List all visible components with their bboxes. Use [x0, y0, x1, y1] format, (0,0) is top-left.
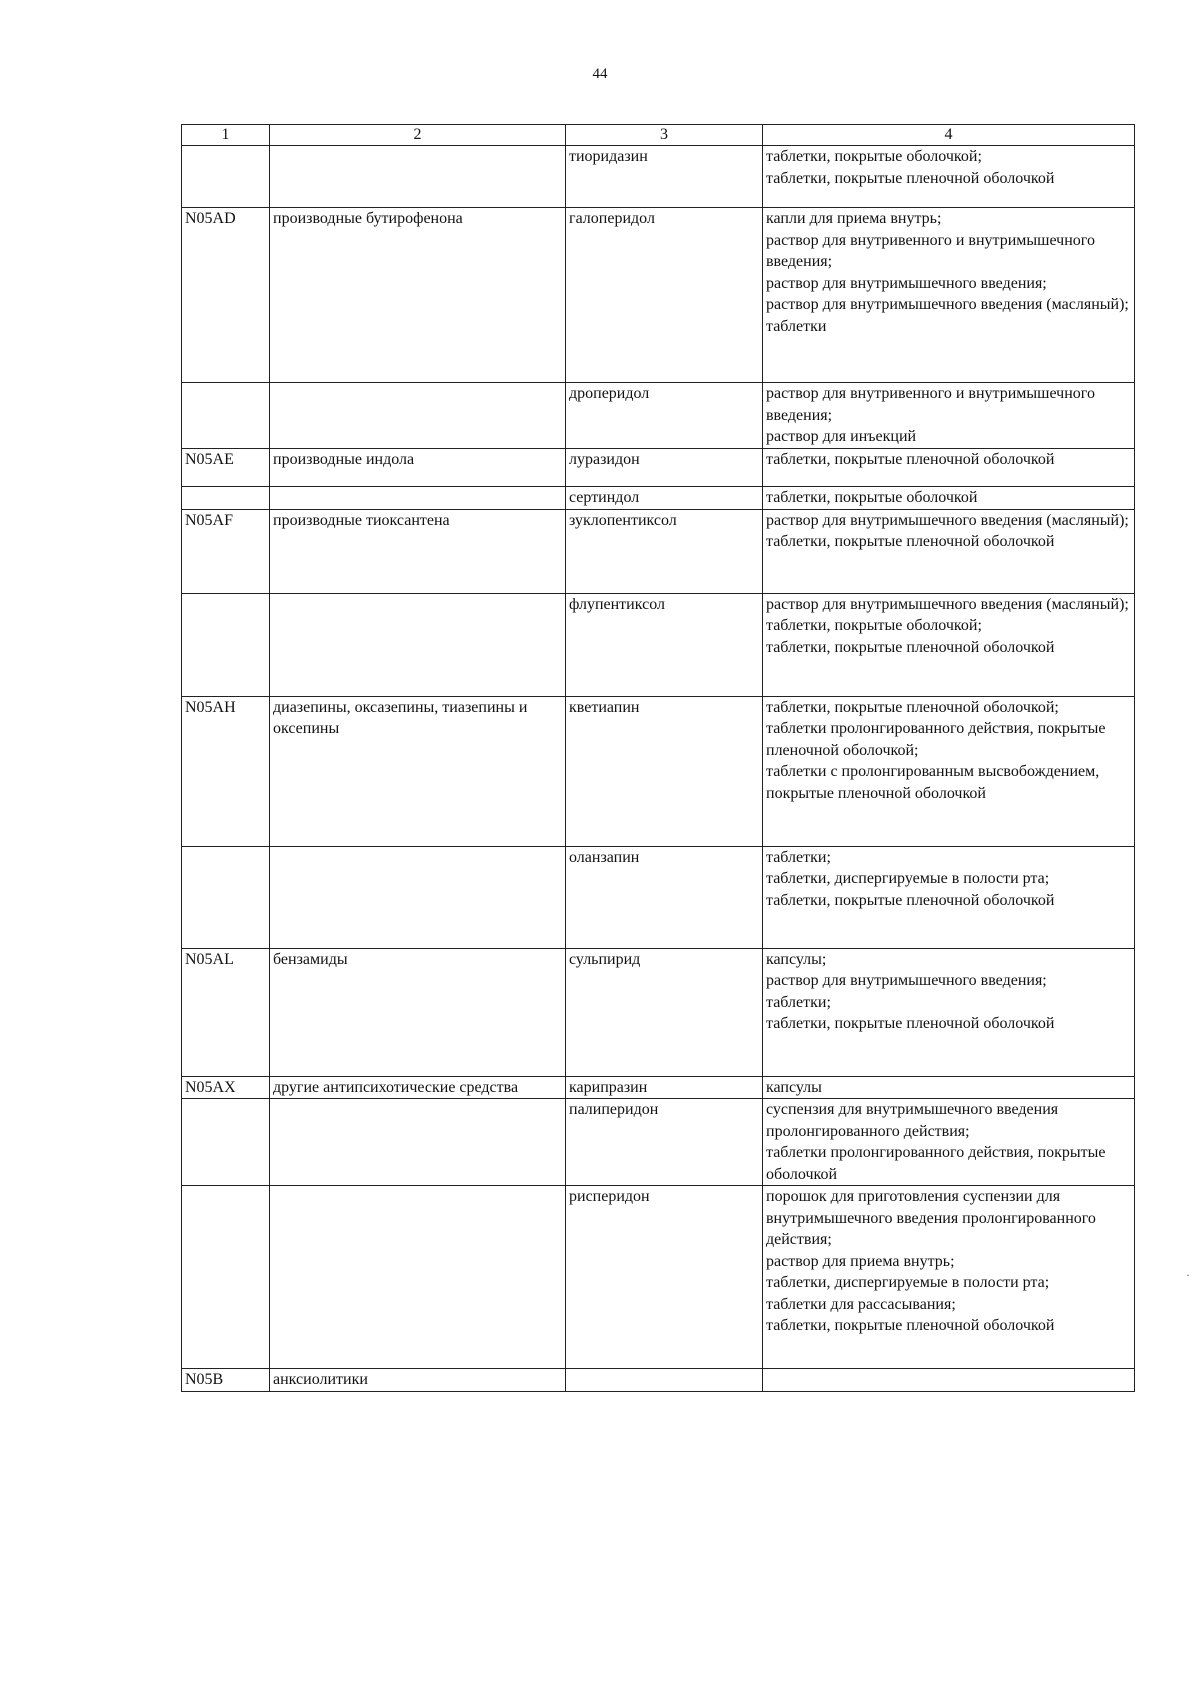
group-name-cell: другие антипсихотические средства	[270, 1076, 566, 1099]
group-name-cell: анксиолитики	[270, 1369, 566, 1392]
atc-code-cell	[182, 146, 270, 208]
dosage-forms-cell: таблетки, покрытые оболочкой; таблетки, покрытые пленочной оболочкой	[763, 146, 1135, 208]
table-row	[182, 208, 1135, 383]
drug-name-cell: зуклопентиксол	[566, 509, 763, 593]
group-name-cell	[270, 1186, 566, 1369]
dosage-forms-cell: порошок для приготовления суспензии для внутримышечного введения пролонгированного действия; раствор для приема внутрь; таблетки, диспергируемые в полости рта; таблетки для рассасывания; таблетки, покрытые пленочной оболочкой	[763, 1186, 1135, 1369]
group-name-cell: производные бутирофенона	[270, 208, 566, 383]
table-row	[182, 948, 1135, 1076]
drug-name-cell: сертиндол	[566, 487, 763, 510]
page-number: 44	[592, 66, 608, 82]
dosage-forms-cell: таблетки; таблетки, диспергируемые в полости рта; таблетки, покрытые пленочной оболочкой	[763, 846, 1135, 948]
table-row	[182, 449, 1135, 487]
atc-code-cell	[182, 1099, 270, 1186]
table-row	[182, 1186, 1135, 1369]
dosage-forms-cell	[763, 1369, 1135, 1392]
atc-code-cell	[182, 1186, 270, 1369]
drug-name-cell: рисперидон	[566, 1186, 763, 1369]
drug-name-cell: оланзапин	[566, 846, 763, 948]
table-row	[182, 1369, 1135, 1392]
table-row	[182, 146, 1135, 208]
dosage-forms-cell: капсулы	[763, 1076, 1135, 1099]
drug-name-cell: луразидон	[566, 449, 763, 487]
group-name-cell	[270, 146, 566, 208]
table-row	[182, 383, 1135, 449]
atc-code-cell: N05AE	[182, 449, 270, 487]
drug-name-cell	[566, 1369, 763, 1392]
header-col-2: 2	[270, 125, 566, 146]
dosage-forms-cell: таблетки, покрытые оболочкой	[763, 487, 1135, 510]
group-name-cell: производные индола	[270, 449, 566, 487]
header-col-3: 3	[566, 125, 763, 146]
atc-code-cell: N05AL	[182, 948, 270, 1076]
medication-table	[181, 124, 1135, 1392]
group-name-cell: производные тиоксантена	[270, 509, 566, 593]
atc-code-cell	[182, 383, 270, 449]
dosage-forms-cell: таблетки, покрытые пленочной оболочкой	[763, 449, 1135, 487]
dosage-forms-cell: раствор для внутривенного и внутримышечного введения; раствор для инъекций	[763, 383, 1135, 449]
dosage-forms-cell: таблетки, покрытые пленочной оболочкой; таблетки пролонгированного действия, покрытые пленочной оболочкой; таблетки с пролонгированным высвобождением, покрытые пленочной оболочкой	[763, 696, 1135, 846]
drug-name-cell: флупентиксол	[566, 593, 763, 696]
drug-name-cell: галоперидол	[566, 208, 763, 383]
table-body	[182, 146, 1135, 1392]
scan-mark: ·	[1186, 1268, 1190, 1282]
drug-name-cell: кветиапин	[566, 696, 763, 846]
dosage-forms-cell: капли для приема внутрь; раствор для внутривенного и внутримышечного введения; раствор для внутримышечного введения; раствор для внутримышечного введения (масляный); таблетки	[763, 208, 1135, 383]
drug-name-cell: тиоридазин	[566, 146, 763, 208]
dosage-forms-cell: раствор для внутримышечного введения (масляный); таблетки, покрытые оболочкой; таблетки, покрытые пленочной оболочкой	[763, 593, 1135, 696]
table-row	[182, 1099, 1135, 1186]
group-name-cell	[270, 1099, 566, 1186]
atc-code-cell: N05AH	[182, 696, 270, 846]
atc-code-cell: N05B	[182, 1369, 270, 1392]
group-name-cell	[270, 383, 566, 449]
table-header-row	[182, 125, 1135, 146]
group-name-cell: диазепины, оксазепины, тиазепины и оксепины	[270, 696, 566, 846]
drug-name-cell: палиперидон	[566, 1099, 763, 1186]
table-row	[182, 1076, 1135, 1099]
dosage-forms-cell: суспензия для внутримышечного введения пролонгированного действия; таблетки пролонгированного действия, покрытые оболочкой	[763, 1099, 1135, 1186]
table-row	[182, 593, 1135, 696]
atc-code-cell	[182, 487, 270, 510]
atc-code-cell: N05AD	[182, 208, 270, 383]
dosage-forms-cell: капсулы; раствор для внутримышечного введения; таблетки; таблетки, покрытые пленочной оболочкой	[763, 948, 1135, 1076]
drug-name-cell: дроперидол	[566, 383, 763, 449]
dosage-forms-cell: раствор для внутримышечного введения (масляный); таблетки, покрытые пленочной оболочкой	[763, 509, 1135, 593]
atc-code-cell	[182, 593, 270, 696]
group-name-cell	[270, 846, 566, 948]
table-row	[182, 509, 1135, 593]
atc-code-cell	[182, 846, 270, 948]
header-col-1: 1	[182, 125, 270, 146]
group-name-cell	[270, 593, 566, 696]
table-row	[182, 696, 1135, 846]
drug-name-cell: сульпирид	[566, 948, 763, 1076]
drug-name-cell: карипразин	[566, 1076, 763, 1099]
table-row	[182, 487, 1135, 510]
atc-code-cell: N05AX	[182, 1076, 270, 1099]
header-col-4: 4	[763, 125, 1135, 146]
atc-code-cell: N05AF	[182, 509, 270, 593]
table-row	[182, 846, 1135, 948]
group-name-cell: бензамиды	[270, 948, 566, 1076]
group-name-cell	[270, 487, 566, 510]
